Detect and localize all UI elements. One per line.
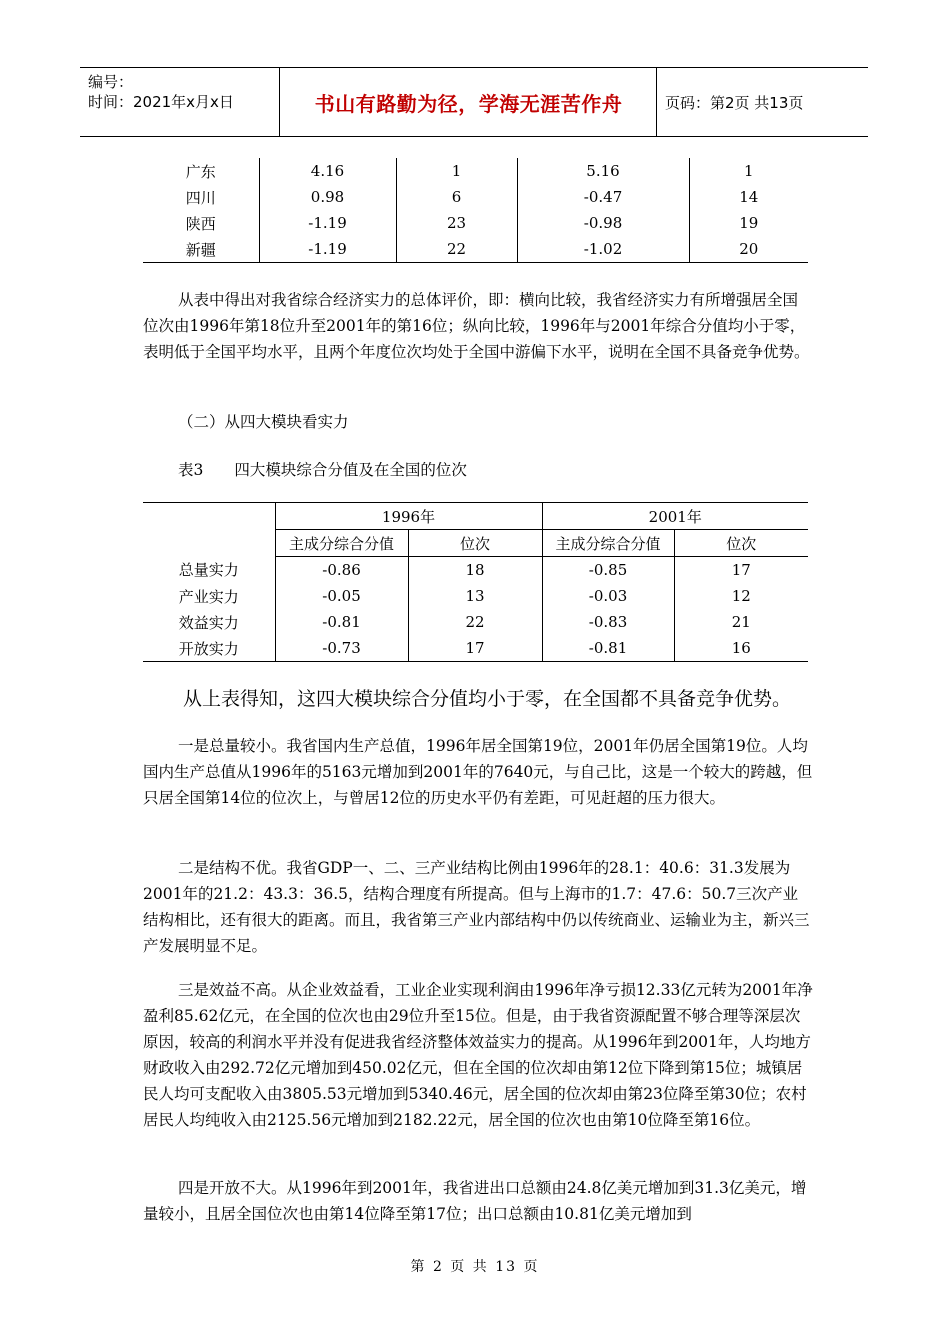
table-cell: 14 [739, 188, 759, 206]
column-group-2001: 2001年 [542, 503, 808, 530]
table-cell: 19 [739, 214, 759, 232]
table-corner-cell [143, 503, 275, 557]
row-label: 效益实力 [143, 609, 275, 635]
table-cell: 12 [731, 587, 751, 605]
paragraph-openness: 四是开放不大。从1996年到2001年，我省进出口总额由24.8亿美元增加到31.3亿美元，增量较小，且居全国位次也由第14位降至第17位；出口总额由10.81亿美元增加到 [143, 1179, 807, 1223]
table-cell: -1.19 [259, 210, 396, 236]
table-cell: 新疆 [143, 236, 259, 263]
column-header: 位次 [674, 530, 808, 557]
table-row [143, 609, 808, 635]
table-cell: 5.16 [517, 158, 689, 184]
table-cell: 0.98 [259, 184, 396, 210]
table-cell: 22 [408, 609, 542, 635]
table-cell: 21 [731, 613, 751, 631]
table-cell: -0.81 [542, 635, 674, 662]
table-cell: -0.85 [542, 557, 674, 584]
table-cell: 1 [396, 158, 517, 184]
header-meta [80, 68, 280, 136]
time-label: 时间：2021年x月x日 [88, 93, 234, 111]
table-header-row [143, 503, 808, 530]
page-header [80, 67, 868, 137]
table-cell: 6 [396, 184, 517, 210]
row-label: 产业实力 [143, 583, 275, 609]
page-footer: 第 2 页 共 13 页 [410, 1259, 540, 1275]
table-cell: 陕西 [143, 210, 259, 236]
section-heading: （二）从四大模块看实力 [178, 413, 349, 431]
table-cell: -0.73 [275, 635, 408, 662]
row-label: 总量实力 [143, 557, 275, 584]
table-cell: 1 [743, 162, 754, 180]
paragraph-efficiency: 三是效益不高。从企业效益看，工业企业实现利润由1996年净亏损12.33亿元转为2001年净盈利85.62亿元，在全国的位次也由29位升至15位。但是，由于我省资源配置不够合理等深层次原因，较高的利润水平并没有促进我省经济整体效益实力的提高。从1996年到2001年，人均地方财政收入由292.72亿元增加到450.02亿元，但在全国的位次却由第12位下降到第15位；城镇居民人均可支配收入由3805.53元增加到5340.46元，居全国的位次却由第23位降至第30位；农村居民人均纯收入由2125.56元增加到2182.22元，居全国的位次也由第10位降至第16位。 [143, 981, 813, 1129]
column-header: 主成分综合分值 [275, 530, 408, 557]
table-cell: -0.86 [275, 557, 408, 584]
column-header: 位次 [408, 530, 542, 557]
row-label: 开放实力 [143, 635, 275, 662]
table-cell: -1.02 [517, 236, 689, 263]
summary-sentence: 从上表得知，这四大模块综合分值均小于零，在全国都不具备竞争优势。 [183, 688, 792, 710]
paragraph-total-volume: 一是总量较小。我省国内生产总值，1996年居全国第19位，2001年仍居全国第19位。人均国内生产总值从1996年的5163元增加到2001年的7640元，与自己比，这是一个较大的跨越，但只居全国第14位的位次上，与曾居12位的历史水平仍有差距，可见赶超的压力很大。 [143, 737, 813, 807]
table-cell: 22 [396, 236, 517, 263]
page-indicator: 页码：第2页 共13页 [665, 93, 804, 112]
header-motto: 书山有路勤为径，学海无涯苦作舟 [281, 68, 657, 136]
table-row [143, 557, 808, 584]
table-cell: 广东 [143, 158, 259, 184]
table-row [143, 210, 808, 236]
table-cell: 18 [408, 557, 542, 584]
table-row [143, 158, 808, 184]
table-cell: -0.05 [275, 583, 408, 609]
table-cell: 16 [731, 639, 751, 657]
table-row [143, 635, 808, 662]
table-cell: 13 [408, 583, 542, 609]
table-row [143, 184, 808, 210]
table-cell: 23 [396, 210, 517, 236]
table-row [143, 583, 808, 609]
table-cell: 20 [739, 240, 759, 258]
table-cell: 17 [408, 635, 542, 662]
table-caption: 表3 四大模块综合分值及在全国的位次 [178, 461, 467, 479]
table-cell: -0.47 [517, 184, 689, 210]
table-cell: -1.19 [259, 236, 396, 263]
column-header: 主成分综合分值 [542, 530, 674, 557]
table-cell: 四川 [143, 184, 259, 210]
table-3-modules [143, 502, 808, 662]
table-cell: -0.03 [542, 583, 674, 609]
column-group-1996: 1996年 [275, 503, 542, 530]
table-2-continuation [143, 158, 808, 263]
table-cell: -0.81 [275, 609, 408, 635]
table-cell: 4.16 [259, 158, 396, 184]
paragraph-overall-evaluation: 从表中得出对我省综合经济实力的总体评价，即：横向比较，我省经济实力有所增强居全国位次由1996年第18位升至2001年的第16位；纵向比较，1996年与2001年综合分值均小于零，表明低于全国平均水平，且两个年度位次均处于全国中游偏下水平，说明在全国不具备竞争优势。 [143, 291, 810, 361]
paragraph-structure: 二是结构不优。我省GDP一、二、三产业结构比例由1996年的28.1：40.6：31.3发展为2001年的21.2：43.3：36.5，结构合理度有所提高。但与上海市的1.7：47.6：50.7三次产业结构相比，还有很大的距离。而且，我省第三产业内部结构中仍以传统商业、运输业为主，新兴三产发展明显不足。 [143, 859, 810, 955]
table-cell: 17 [731, 561, 751, 579]
number-label: 编号： [88, 73, 134, 91]
table-cell: -0.98 [517, 210, 689, 236]
table-cell: -0.83 [542, 609, 674, 635]
table-row [143, 236, 808, 263]
